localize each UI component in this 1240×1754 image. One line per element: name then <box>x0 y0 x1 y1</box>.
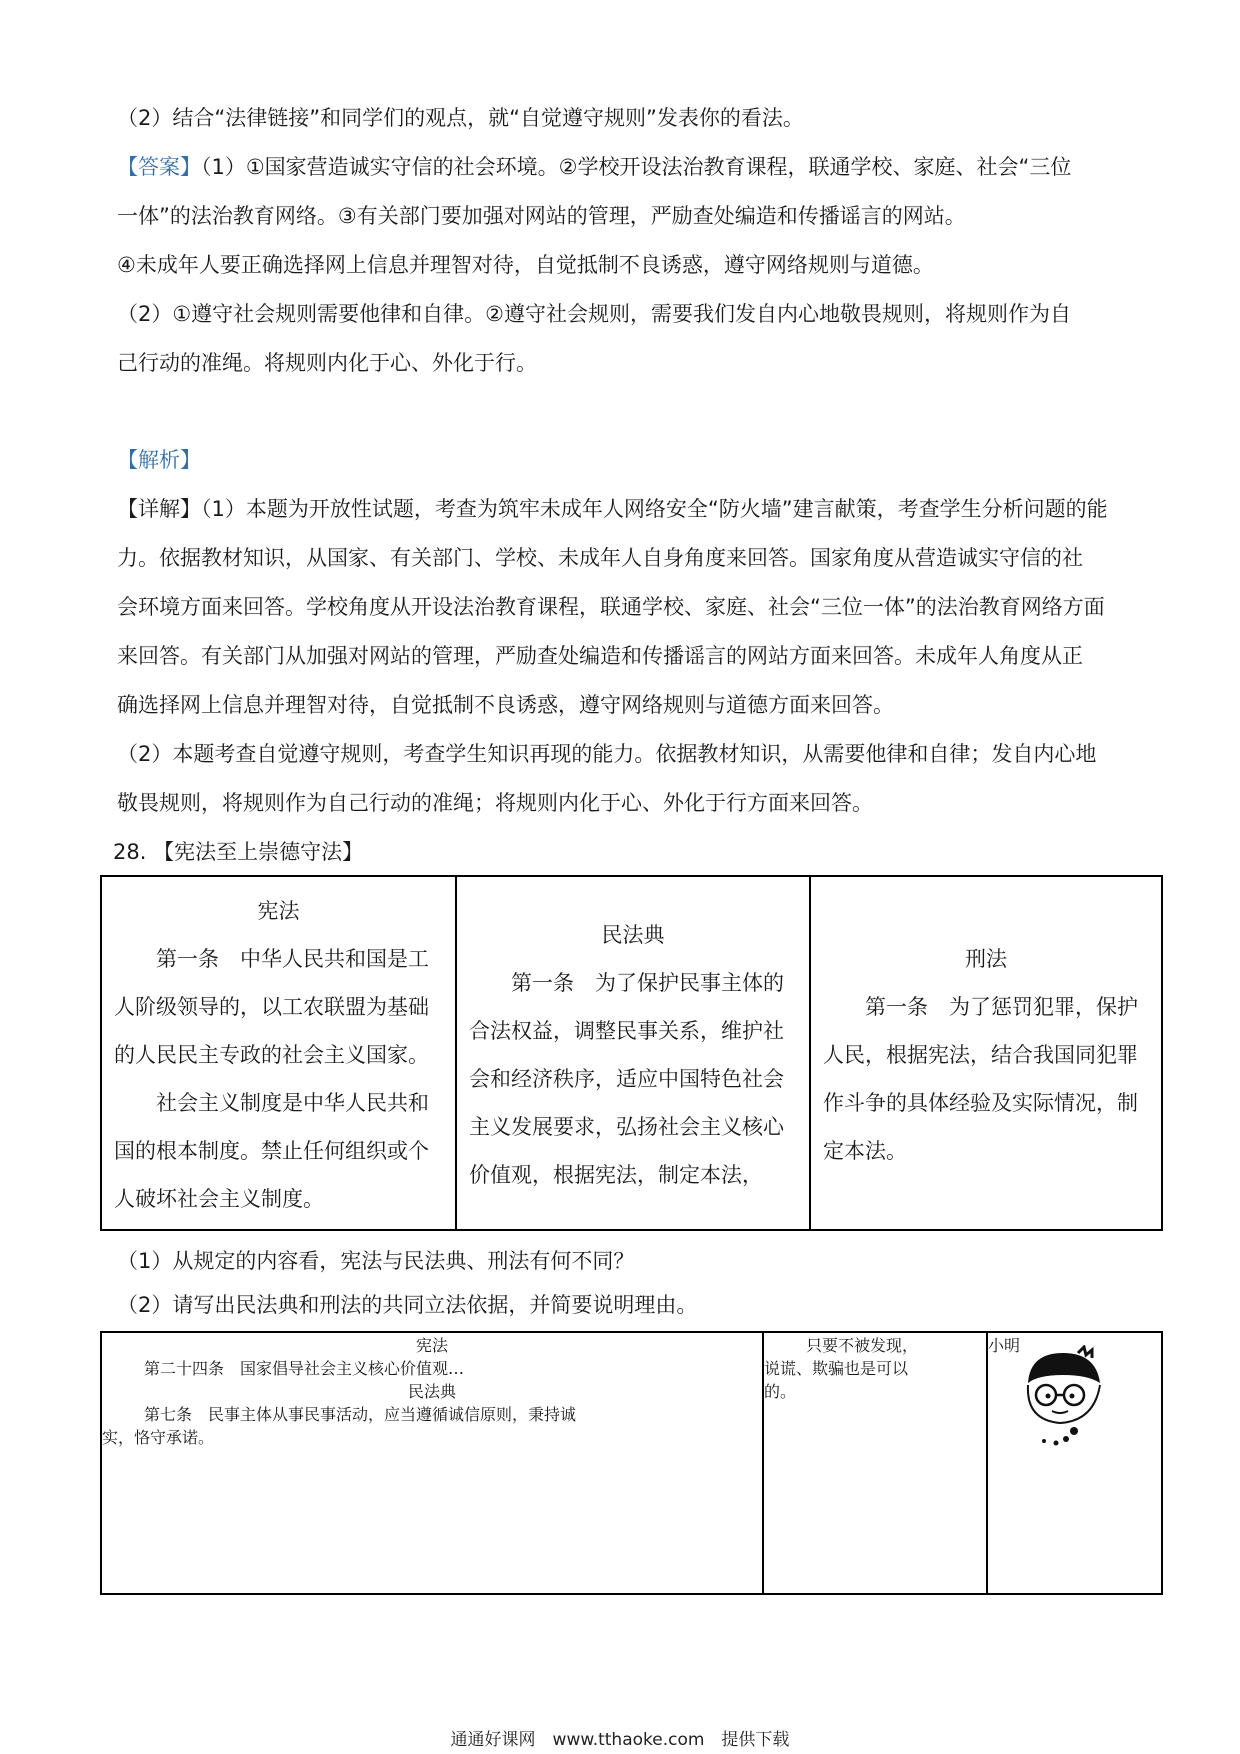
detail-line-2: 力。依据教材知识，从国家、有关部门、学校、未成年人自身角度来回答。国家角度从营造诚实守信的社 <box>117 546 1083 570</box>
criminal-law-line: 人民，根据宪法，结合我国同犯罪 <box>823 1043 1138 1067</box>
criminal-law-line: 第一条 为了惩罚犯罪，保护 <box>865 995 1138 1019</box>
constitution-title: 宪法 <box>415 1336 448 1355</box>
civil-code-cell <box>457 877 811 1229</box>
constitution-article: 第二十四条 国家倡导社会主义核心价值观… <box>144 1359 465 1378</box>
answer-text: （1）①国家营造诚实守信的社会环境。②学校开设法治教育课程，联通学校、家庭、社会“三位 <box>201 155 1072 179</box>
detail-line-5: 确选择网上信息并理智对待，自觉抵制不良诱惑，遵守网络规则与道德方面来回答。 <box>117 693 894 717</box>
material-table <box>100 1331 1163 1595</box>
constitution-line: 人破坏社会主义制度。 <box>114 1187 324 1211</box>
civil-code-title: 民法典 <box>601 923 665 947</box>
detail-tag: 【详解】 <box>117 497 201 521</box>
constitution-line: 第一条 中华人民共和国是工 <box>156 947 429 971</box>
answer-line-2: 一体”的法治教育网络。③有关部门要加强对网站的管理，严励查处编造和传播谣言的网站。 <box>117 204 966 228</box>
constitution-line: 国的根本制度。禁止任何组织或个 <box>114 1139 429 1163</box>
person-cell <box>988 1333 1161 1593</box>
constitution-line: 的人民民主专政的社会主义国家。 <box>114 1043 429 1067</box>
civil-code-line: 会和经济秩序，适应中国特色社会 <box>469 1067 784 1091</box>
question-28-part1: （1）从规定的内容看，宪法与民法典、刑法有何不同？ <box>117 1249 635 1273</box>
constitution-line: 人阶级领导的，以工农联盟为基础 <box>114 995 429 1019</box>
page-footer: 通通好课网 www.tthaoke.com 提供下载 <box>450 1730 790 1750</box>
criminal-law-title: 刑法 <box>965 947 1007 971</box>
criminal-law-line: 定本法。 <box>823 1139 907 1163</box>
detail-line-4: 来回答。有关部门从加强对网站的管理，严励查处编造和传播谣言的网站方面来回答。未成年人角度从正 <box>117 644 1083 668</box>
quote-cell <box>764 1333 988 1593</box>
quote-line: 只要不被发现， <box>806 1336 919 1355</box>
civil-code-line: 主义发展要求，弘扬社会主义核心 <box>469 1115 784 1139</box>
civil-code-title: 民法典 <box>407 1382 456 1401</box>
quote-line: 的。 <box>764 1382 797 1401</box>
detail-line-1 <box>117 485 1127 534</box>
answer-line-1 <box>117 143 1127 192</box>
detail-line-6: （2）本题考查自觉遵守规则，考查学生知识再现的能力。依据教材知识，从需要他律和自律；发自内心地 <box>117 742 1097 766</box>
civil-code-article: 第七条 民事主体从事民事活动，应当遵循诚信原则，秉持诚 <box>144 1405 577 1424</box>
answer-line-5: 己行动的准绳。将规则内化于心、外化于行。 <box>117 351 537 375</box>
criminal-law-cell <box>811 877 1161 1229</box>
constitution-title: 宪法 <box>257 899 300 923</box>
civil-code-line: 第一条 为了保护民事主体的 <box>511 971 784 995</box>
civil-code-line: 价值观，根据宪法，制定本法， <box>469 1163 763 1187</box>
quote-line: 说谎、欺骗也是可以 <box>764 1359 909 1378</box>
constitution-cell <box>102 877 457 1229</box>
answer-line-3: ④未成年人要正确选择网上信息并理智对待，自觉抵制不良诱惑，遵守网络规则与道德。 <box>117 253 934 277</box>
cartoon-boy-icon <box>1008 1345 1118 1455</box>
question-28-heading: 28. 【宪法至上崇德守法】 <box>113 840 364 864</box>
detail-line-3: 会环境方面来回答。学校角度从开设法治教育课程，联通学校、家庭、社会“三位一体”的法治教育网络方面 <box>117 595 1105 619</box>
detail-text: （1）本题为开放性试题，考查为筑牢未成年人网络安全“防火墙”建言献策，考查学生分析问题的能 <box>201 497 1108 521</box>
analysis-tag: 【解析】 <box>117 448 201 472</box>
detail-line-7: 敬畏规则，将规则作为自己行动的准绳；将规则内化于心、外化于行方面来回答。 <box>117 791 873 815</box>
law-table <box>100 875 1163 1231</box>
criminal-law-line: 作斗争的具体经验及实际情况，制 <box>823 1091 1138 1115</box>
constitution-line: 社会主义制度是中华人民共和 <box>156 1091 429 1115</box>
law-excerpt-cell <box>102 1333 764 1593</box>
civil-code-article: 实，恪守承诺。 <box>102 1428 215 1447</box>
question-28-part2: （2）请写出民法典和刑法的共同立法依据，并简要说明理由。 <box>117 1293 698 1317</box>
question-27-part2: （2）结合“法律链接”和同学们的观点，就“自觉遵守规则”发表你的看法。 <box>117 106 804 130</box>
person-name: 小明 <box>988 1336 1021 1355</box>
civil-code-line: 合法权益，调整民事关系，维护社 <box>469 1019 784 1043</box>
answer-line-4: （2）①遵守社会规则需要他律和自律。②遵守社会规则，需要我们发自内心地敬畏规则，将规则作为自 <box>117 302 1072 326</box>
answer-tag: 【答案】 <box>117 155 201 179</box>
